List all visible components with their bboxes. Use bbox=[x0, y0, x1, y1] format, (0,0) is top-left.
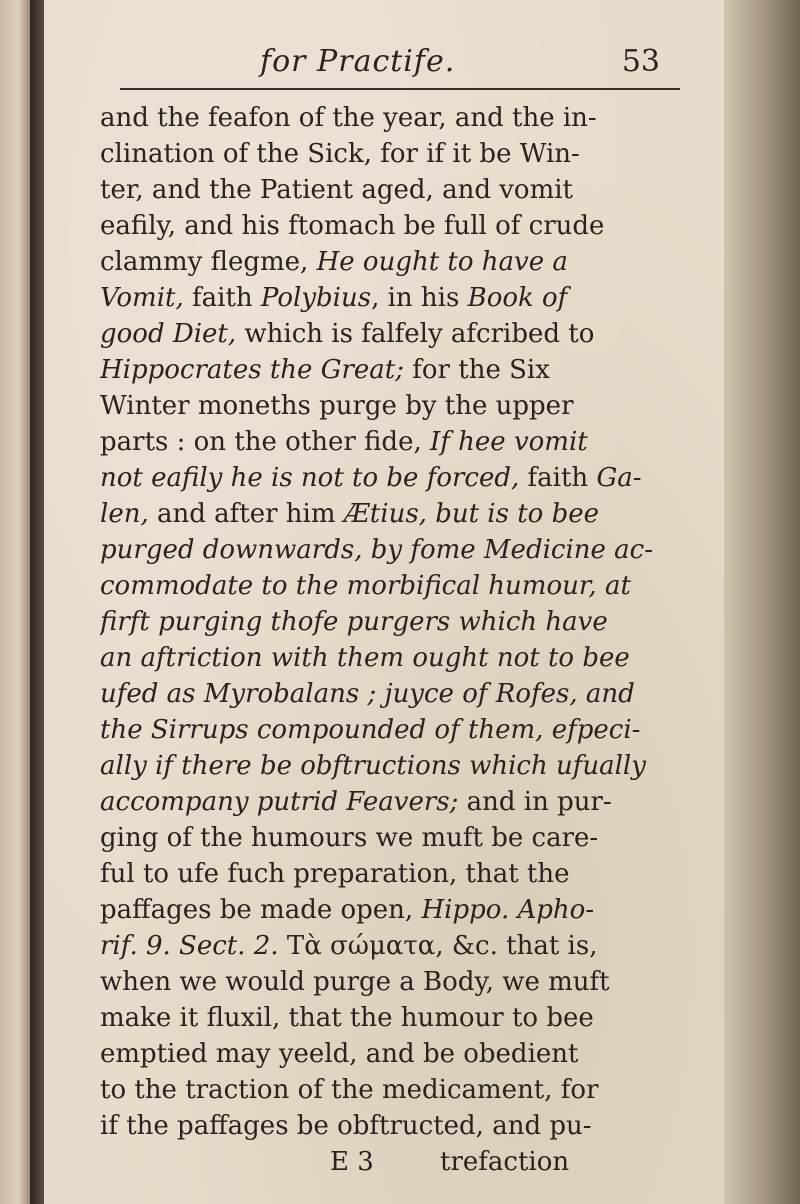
text-segment: and the feafon of the year, and the in- bbox=[100, 103, 597, 133]
text-segment: clination of the Sick, for if it be Win- bbox=[100, 139, 580, 169]
text-segment: and in pur- bbox=[466, 787, 612, 817]
header-rule bbox=[120, 88, 680, 90]
text-line bbox=[100, 928, 690, 964]
catchword: trefaction bbox=[440, 1147, 570, 1177]
text-segment: purged downwards, by fome Medicine ac- bbox=[100, 535, 654, 565]
page-header bbox=[120, 44, 680, 84]
text-segment: an aftriction with them ought not to bee bbox=[100, 643, 630, 673]
text-line bbox=[100, 784, 690, 820]
text-line bbox=[100, 172, 690, 208]
text-segment: He ought to have a bbox=[316, 247, 568, 277]
text-segment: Winter moneths purge by the upper bbox=[100, 391, 574, 421]
text-line bbox=[100, 1108, 690, 1144]
text-segment: commodate to the morbifical humour, at bbox=[100, 571, 631, 601]
text-line bbox=[100, 532, 690, 568]
text-line bbox=[100, 352, 690, 388]
text-segment: the Sirrups compounded of them, efpeci- bbox=[100, 715, 641, 745]
text-line bbox=[100, 388, 690, 424]
text-line bbox=[100, 604, 690, 640]
text-segment: Vomit, bbox=[100, 283, 192, 313]
text-line bbox=[100, 460, 690, 496]
text-segment: ufed as Myrobalans ; juyce of Rofes, and bbox=[100, 679, 635, 709]
text-segment: rif. 9. Sect. 2. bbox=[100, 931, 287, 961]
text-line bbox=[100, 856, 690, 892]
text-segment: Ga- bbox=[596, 463, 642, 493]
text-line bbox=[100, 136, 690, 172]
text-segment: when we would purge a Body, we muft bbox=[100, 967, 610, 997]
text-line bbox=[100, 1000, 690, 1036]
book-gutter bbox=[30, 0, 44, 1204]
text-line bbox=[100, 1036, 690, 1072]
text-segment: parts : on the other fide, bbox=[100, 427, 430, 457]
text-segment: ally if there be obftructions which ufually bbox=[100, 751, 646, 781]
text-segment: Ætius, but is to bee bbox=[343, 499, 599, 529]
text-segment: firft purging thofe purgers which have bbox=[100, 607, 608, 637]
body-text bbox=[100, 100, 690, 1180]
signature-mark: E 3 bbox=[330, 1147, 374, 1177]
text-segment: , in his bbox=[371, 283, 468, 313]
text-segment: ful to ufe fuch preparation, that the bbox=[100, 859, 570, 889]
facing-page-edge bbox=[0, 0, 30, 1204]
text-line bbox=[100, 712, 690, 748]
text-line bbox=[100, 424, 690, 460]
text-segment: Hippocrates the Great; bbox=[100, 355, 413, 385]
text-line bbox=[100, 568, 690, 604]
text-segment: len, bbox=[100, 499, 157, 529]
text-segment: if the paffages be obftructed, and pu- bbox=[100, 1111, 592, 1141]
text-segment: to the traction of the medicament, for bbox=[100, 1075, 599, 1105]
text-segment: Τὰ σώματα, &c. that is, bbox=[286, 931, 598, 961]
text-segment: ter, and the Patient aged, and vomit bbox=[100, 175, 573, 205]
text-segment: Book of bbox=[467, 283, 568, 313]
text-line bbox=[100, 1072, 690, 1108]
text-segment: faith bbox=[192, 283, 261, 313]
text-segment: and after him bbox=[156, 499, 344, 529]
page-stack-edge bbox=[724, 0, 800, 1204]
text-segment: paffages be made open, bbox=[100, 895, 422, 925]
text-line bbox=[100, 748, 690, 784]
running-title: for Practife. bbox=[260, 44, 456, 79]
text-line bbox=[100, 820, 690, 856]
text-segment: faith bbox=[527, 463, 597, 493]
text-segment: Hippo. Apho- bbox=[421, 895, 595, 925]
text-segment: If hee vomit bbox=[430, 427, 588, 457]
text-line bbox=[100, 496, 690, 532]
footer-line bbox=[100, 1144, 690, 1180]
text-segment: Polybius bbox=[260, 283, 372, 313]
text-line bbox=[100, 892, 690, 928]
text-line bbox=[100, 280, 690, 316]
text-segment: accompany putrid Feavers; bbox=[100, 787, 467, 817]
text-segment: which is falfely afcribed to bbox=[244, 319, 595, 349]
text-segment: ging of the humours we muft be care- bbox=[100, 823, 599, 853]
text-line bbox=[100, 244, 690, 280]
text-segment: make it fluxil, that the humour to bee bbox=[100, 1003, 594, 1033]
text-segment: emptied may yeeld, and be obedient bbox=[100, 1039, 579, 1069]
text-line bbox=[100, 676, 690, 712]
text-line bbox=[100, 208, 690, 244]
text-segment: not eafily he is not to be forced, bbox=[100, 463, 528, 493]
text-line bbox=[100, 100, 690, 136]
text-segment: for the Six bbox=[412, 355, 550, 385]
text-lines bbox=[100, 100, 690, 1144]
text-segment: good Diet, bbox=[100, 319, 245, 349]
text-line bbox=[100, 316, 690, 352]
text-segment: eafily, and his ftomach be full of crude bbox=[100, 211, 605, 241]
text-segment: clammy flegme, bbox=[100, 247, 317, 277]
text-line bbox=[100, 964, 690, 1000]
page-number: 53 bbox=[621, 44, 660, 79]
text-line bbox=[100, 640, 690, 676]
